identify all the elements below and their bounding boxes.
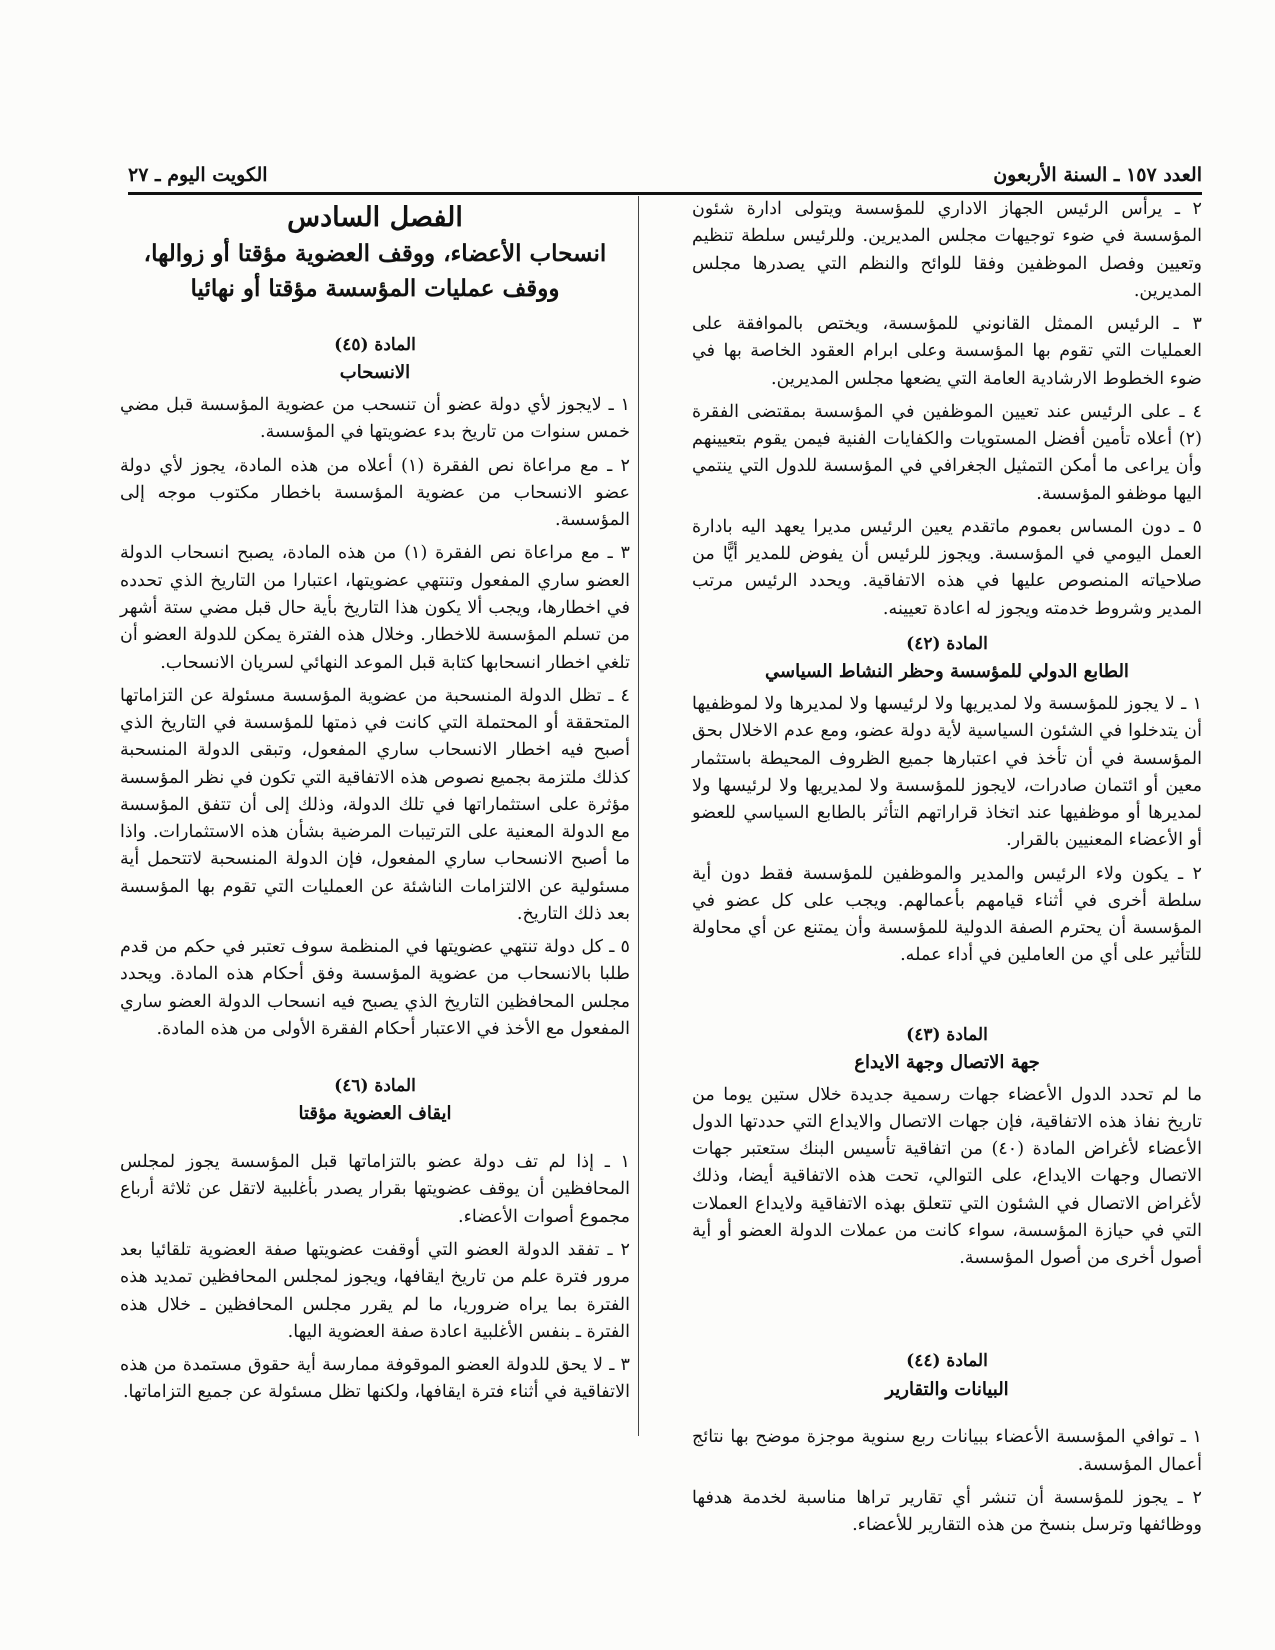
page-header — [128, 150, 1202, 195]
column-divider — [638, 196, 639, 1436]
paragraph: ٣ ـ لا يحق للدولة العضو الموقوفة ممارسة أية حقوق مستمدة من هذه الاتفاقية في أثناء فترة ايقافها، ولكنها تظل مسئولة عن جميع التزاماتها. — [120, 1355, 630, 1403]
paragraph: ١ ـ توافي المؤسسة الأعضاء ببيانات ربع سنوية موجزة موضح بها نتائج أعمال المؤسسة. — [692, 1427, 1202, 1475]
paragraph: ٤ ـ تظل الدولة المنسحبة من عضوية المؤسسة مسئولة عن التزاماتها المتحققة أو المحتملة التي كانت في ذمتها للمؤسسة في التاريخ الذي أصبح فيه اخطار الانسحاب ساري المفعول، وتبقى الدولة المنسحبة كذلك ملتزمة بجميع نصوص هذه الاتفاقية التي تكون في نظر المؤسسة مؤثرة على استثماراتها في تلك الدولة، وذلك إلى أن تتفق المؤسسة مع الدولة المعنية على الترتيبات المرضية بشأن هذه الاستثمارات. واذا ما أصبح الانسحاب ساري المفعول، فإن الدولة المنسحبة لاتتحمل أية مسئولية عن الالتزامات الناشئة عن العمليات التي تقوم بها المؤسسة بعد ذلك التاريخ. — [120, 685, 630, 924]
article-number: المادة (٤٤) — [906, 1351, 988, 1372]
paragraph: ٢ ـ تفقد الدولة العضو التي أوقفت عضويتها صفة العضوية تلقائيا بعد مرور فترة علم من تاريخ ايقافها، ويجوز لمجلس المحافظين تمديد هذه الفترة بما يراه ضروريا، ما لم يقرر مجلس المحافظين ـ خلال هذه الفترة ـ بنفس الأغلبية اعادة صفة العضوية اليها. — [120, 1240, 630, 1342]
paragraph: ١ ـ إذا لم تف دولة عضو بالتزاماتها قبل المؤسسة يجوز لمجلس المحافظين أن يوقف عضويتها بقرار يصدر بأغلبية لاتقل عن ثلاثة أرباع مجموع أصوات الأعضاء. — [120, 1152, 630, 1227]
left-column — [120, 196, 630, 1413]
paragraph: ٥ ـ دون المساس بعموم ماتقدم يعين الرئيس مديرا يعهد اليه بادارة العمل اليومي في المؤسسة. ويجوز للرئيس أن يفوض للمدير أيًّا من صلاحياته المنصوص عليها في هذه الاتفاقية. ويحدد الرئيس مرتب المدير وشروط خدمته ويجوز له اعادة تعيينه. — [692, 516, 1202, 619]
article-title: الطابع الدولي للمؤسسة وحظر النشاط السياسي — [765, 661, 1129, 683]
paragraph: ٢ ـ يكون ولاء الرئيس والمدير والموظفين للمؤسسة فقط دون أية سلطة أخرى في أثناء قيامهم بأعمالهم. ويجب على كل عضو في المؤسسة أن يحترم الصفة الدولية للمؤسسة وأن يمتنع عن أي محاولة للتأثير على أي من العاملين في أداء عمله. — [692, 863, 1202, 966]
publication-page-number: الكويت اليوم ـ ٢٧ — [128, 164, 268, 186]
paragraph: ١ ـ لايجوز لأي دولة عضو أن تنسحب من عضوية المؤسسة قبل مضي خمس سنوات من تاريخ بدء عضويتها في المؤسسة. — [120, 395, 630, 443]
chapter-heading — [120, 198, 630, 306]
paragraph: ٢ ـ يرأس الرئيس الجهاز الاداري للمؤسسة ويتولى ادارة شئون المؤسسة في ضوء توجيهات مجلس المديرين. وللرئيس سلطة تنظيم وتعيين وفصل الموظفين وفقا للوائح والنظم التي يصدرها مجلس المديرين. — [692, 199, 1202, 301]
chapter-subtitle: انسحاب الأعضاء، ووقف العضوية مؤقتا أو زوالها، — [143, 240, 607, 268]
paragraph: ٤ ـ على الرئيس عند تعيين الموظفين في المؤسسة بمقتضى الفقرة (٢) أعلاه تأمين أفضل المستويات والكفايات الفنية فيمن يقوم بتعيينهم وأن يراعى ما أمكن التمثيل الجغرافي في المؤسسة للدول التي ينتمي اليها موظفو المؤسسة. — [692, 401, 1202, 504]
article-title: الانسحاب — [339, 362, 411, 384]
article-number: المادة (٤٥) — [334, 335, 416, 356]
paragraph: ٢ ـ مع مراعاة نص الفقرة (١) أعلاه من هذه المادة، يجوز لأي دولة عضو الانسحاب من عضوية المؤسسة باخطار مكتوب موجه إلى المؤسسة. — [120, 455, 630, 531]
paragraph: ٣ ـ مع مراعاة نص الفقرة (١) من هذه المادة، يصبح انسحاب الدولة العضو ساري المفعول وتنتهي عضويتها، اعتبارا من التاريخ الذي تحدده في اخطارها، ويجب ألا يكون هذا التاريخ بأية حال قبل مضي ستة أشهر من تسلم المؤسسة للاخطار. وخلال هذه الفترة يمكن للدولة العضو أن تلغي اخطار انسحابها كتابة قبل الموعد النهائي لسريان الانسحاب. — [120, 543, 630, 673]
article-number: المادة (٤٢) — [906, 633, 988, 654]
chapter-title: الفصل السادس — [287, 202, 463, 233]
paragraph: ٣ ـ الرئيس الممثل القانوني للمؤسسة، ويختص بالموافقة على العمليات التي تقوم بها المؤسسة وعلى ابرام العقود الخاصة بها في ضوء الخطوط الارشادية العامة التي يضعها مجلس المديرين. — [692, 314, 1202, 389]
issue-info: العدد ١٥٧ ـ السنة الأربعون — [993, 164, 1202, 186]
article-title: ايقاف العضوية مؤقتا — [298, 1103, 452, 1125]
paragraph: ١ ـ لا يجوز للمؤسسة ولا لمديريها ولا لرئيسها ولا لمديرها ولا لموظفيها أن يتدخلوا في الشئون السياسية لأية دولة عضو، ومع عدم الاخلال بحق المؤسسة في أن تأخذ في اعتبارها جميع الظروف المحيطة باستثمار معين أو ائتمان صادرات، لايجوز للمؤسسة ولا لمديريها ولا لرئيسها ولا لمديرها أو موظفيها عند اتخاذ قراراتهم التأثر بالطابع السياسي للعضو أو الأعضاء المعنيين بالقرار. — [692, 693, 1202, 851]
paragraph: ٢ ـ يجوز للمؤسسة أن تنشر أي تقارير تراها مناسبة لخدمة هدفها ووظائفها وترسل بنسخ من هذه التقارير للأعضاء. — [692, 1487, 1202, 1536]
article-number: المادة (٤٣) — [906, 1024, 988, 1045]
article-title: البيانات والتقارير — [885, 1378, 1009, 1400]
paragraph: ٥ ـ كل دولة تنتهي عضويتها في المنظمة سوف تعتبر في حكم من قدم طلبا بالانسحاب من عضوية المؤسسة وفق أحكام هذه المادة. ويحدد مجلس المحافظين التاريخ الذي يصبح فيه انسحاب الدولة العضو ساري المفعول مع الأخذ في الاعتبار أحكام الفقرة الأولى من هذه المادة. — [120, 937, 630, 1039]
article-title: جهة الاتصال وجهة الايداع — [854, 1051, 1040, 1073]
right-column — [692, 196, 1202, 1546]
paragraph: ما لم تحدد الدول الأعضاء جهات رسمية جديدة خلال ستين يوما من تاريخ نفاذ هذه الاتفاقية، فإن جهات الاتصال والايداع التي حددتها الدول الأعضاء لأغراض المادة (٤٠) من اتفاقية تأسيس البنك ستعتبر جهات الاتصال وجهات الايداع، على التوالي، تحت هذه الاتفاقية أيضا، وذلك لأغراض الاتصال في الشئون التي تتعلق بهذه الاتفاقية ولايداع العملات التي في حيازة المؤسسة، سواء كانت من عملات الدولة العضو أو أية أصول أخرى من أصول المؤسسة. — [692, 1084, 1203, 1269]
article-number: المادة (٤٦) — [334, 1076, 416, 1097]
chapter-subtitle: ووقف عمليات المؤسسة مؤقتا أو نهائيا — [190, 274, 560, 302]
